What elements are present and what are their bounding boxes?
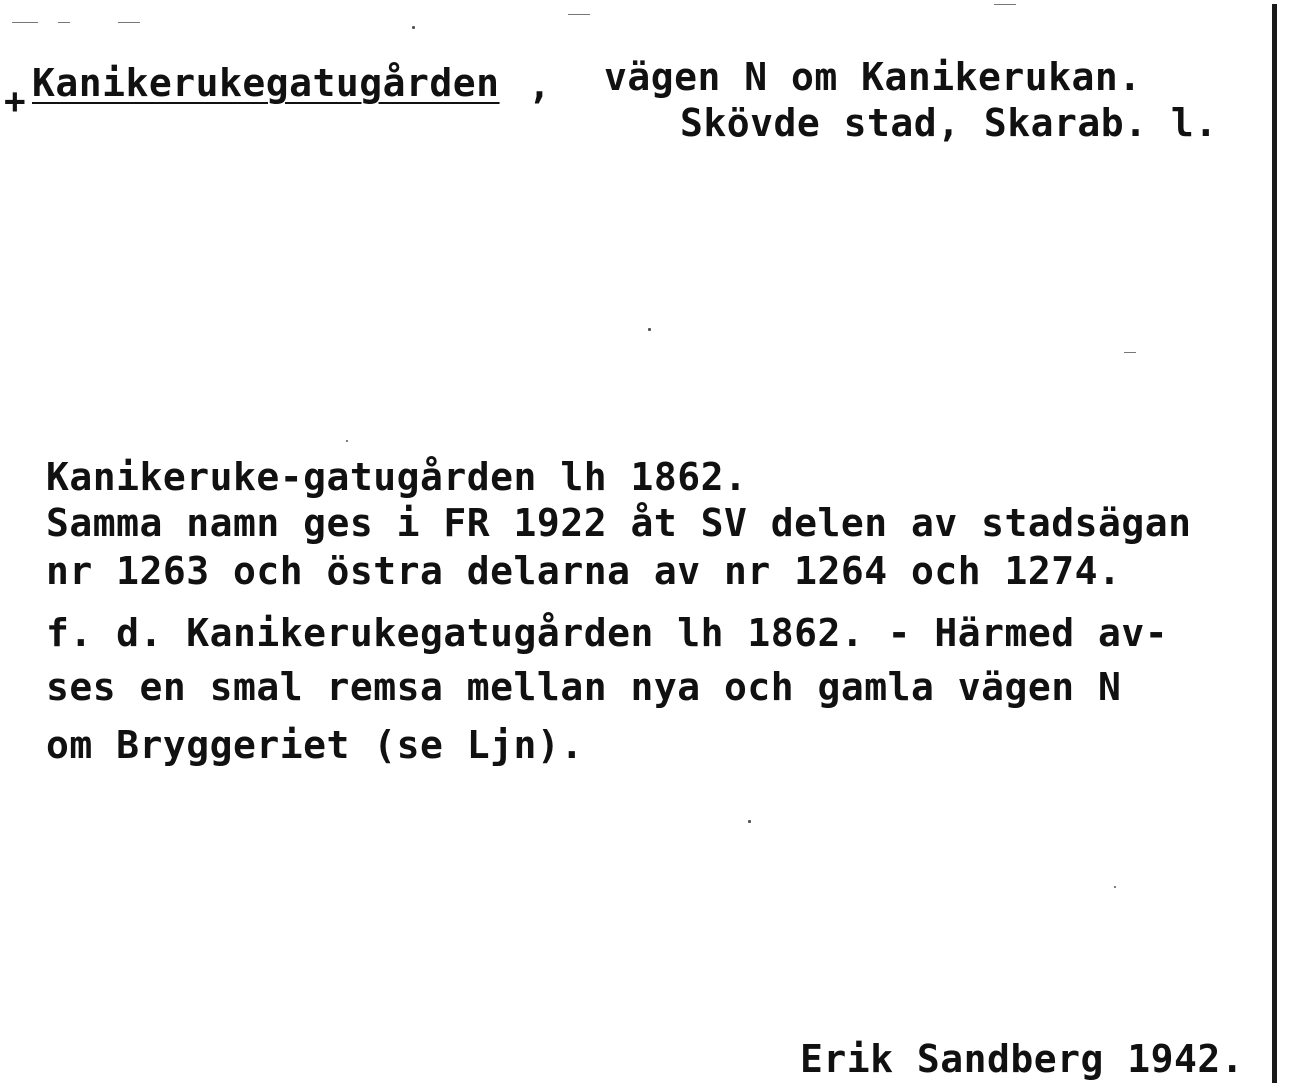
body-line-4: f. d. Kanikerukegatugården lh 1862. - Härmed av- (46, 611, 1169, 655)
body-line-3: nr 1263 och östra delarna av nr 1264 och 1274. (46, 549, 1122, 593)
scan-artifact (1114, 886, 1116, 888)
scan-artifact (118, 22, 140, 23)
signature: Erik Sandberg 1942. (800, 1037, 1245, 1081)
scan-artifact (648, 328, 651, 331)
body-line-5: ses en smal remsa mellan nya och gamla vägen N (46, 665, 1122, 709)
body-line-6: om Bryggeriet (se Ljn). (46, 723, 584, 767)
scan-artifact (1124, 352, 1136, 353)
body-line-2: Samma namn ges i FR 1922 åt SV delen av stadsägan (46, 501, 1192, 545)
headword-mark: + (4, 81, 26, 122)
location-line-1: vägen N om Kanikerukan. (604, 55, 1142, 99)
body-line-1: Kanikeruke-gatugården lh 1862. (46, 455, 748, 499)
scan-artifact (58, 22, 70, 23)
scan-artifact (568, 14, 590, 15)
scan-artifact (994, 4, 1016, 5)
card-right-edge (1272, 4, 1277, 1083)
headword-comma: , (528, 63, 552, 107)
headword: Kanikerukegatugården (32, 61, 500, 105)
scan-artifact (412, 26, 415, 29)
scan-artifact (12, 22, 38, 23)
scan-artifact (346, 440, 348, 442)
location-line-2: Skövde stad, Skarab. l. (680, 101, 1218, 145)
scan-artifact (748, 820, 751, 823)
